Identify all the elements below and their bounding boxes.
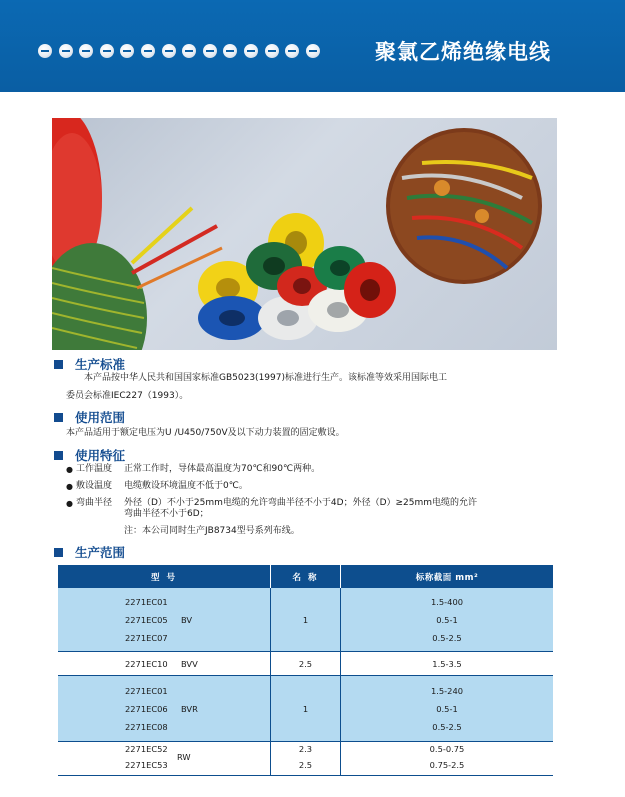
dot-icon	[203, 44, 217, 58]
model-code: 2271EC01	[125, 597, 168, 607]
section-value: 0.5-1	[436, 615, 458, 625]
square-bullet-icon	[54, 548, 63, 557]
feature-key: 工作温度	[76, 464, 113, 474]
model-code: 2271EC53	[125, 760, 168, 770]
wire-coils-photo-icon	[52, 118, 557, 350]
name-value: 1	[302, 615, 309, 625]
dot-icon	[59, 44, 73, 58]
model-type: BVV	[181, 659, 198, 669]
model-code: 2271EC07	[125, 633, 168, 643]
model-code: 2271EC10	[125, 659, 168, 669]
name-value: 2.5	[298, 760, 313, 770]
dot-icon	[120, 44, 134, 58]
table-row	[58, 588, 553, 652]
name-value: 1	[302, 704, 309, 714]
table-row	[58, 652, 553, 676]
section-value: 0.5-0.75	[429, 744, 465, 754]
dot-icon	[244, 44, 258, 58]
dot-icon	[223, 44, 237, 58]
feature-value: 正常工作时，导体最高温度为70℃和90℃两种。	[124, 464, 321, 474]
dot-icon	[285, 44, 299, 58]
header-model: 型 号	[58, 565, 271, 588]
dot-icon	[265, 44, 279, 58]
section-value: 0.5-2.5	[432, 633, 462, 643]
square-bullet-icon	[54, 360, 63, 369]
section-value: 1.5-240	[430, 686, 464, 696]
feature-note: 注：本公司同时生产JB8734型号系列布线。	[124, 526, 300, 536]
page-title: 聚氯乙烯绝缘电线	[375, 40, 551, 64]
feature-key: 弯曲半径	[76, 498, 113, 508]
section-heading-range	[52, 543, 125, 561]
section-value: 0.5-1	[436, 704, 458, 714]
standard-line-2: 委员会标准IEC227（1993）。	[66, 391, 189, 401]
square-bullet-icon	[54, 451, 63, 460]
table-header-row	[58, 565, 553, 588]
name-value: 2.3	[298, 744, 313, 754]
section-value: 0.75-2.5	[429, 760, 465, 770]
header-section: 标称截面 mm²	[415, 572, 479, 583]
model-code: 2271EC52	[125, 744, 168, 754]
model-type: RW	[177, 752, 191, 762]
table-row	[58, 742, 553, 776]
feature-key: 敷设温度	[76, 481, 113, 491]
dot-icon	[141, 44, 155, 58]
feature-value: 外径（D）不小于25mm电缆的允许弯曲半径不小于4D；外径（D）≥25mm电缆的允许	[124, 498, 478, 508]
product-table	[58, 565, 553, 776]
dot-icon	[100, 44, 114, 58]
feature-value: 电缆敷设环境温度不低于0℃。	[124, 481, 248, 491]
dot-icon	[182, 44, 196, 58]
section-value: 1.5-400	[430, 597, 464, 607]
dot-icon	[79, 44, 93, 58]
usage-line-1: 本产品适用于额定电压为U /U450/750V及以下动力装置的固定敷设。	[66, 428, 345, 438]
table-row	[58, 676, 553, 742]
section-heading-text: 生产范围	[75, 545, 126, 560]
model-code: 2271EC06	[125, 704, 168, 714]
product-photo	[52, 118, 557, 350]
feature-item	[66, 478, 248, 495]
dot-icon	[38, 44, 52, 58]
dot-bullet-icon: ●	[66, 482, 73, 491]
dot-bullet-icon: ●	[66, 499, 73, 508]
model-type: BVR	[181, 704, 198, 714]
standard-line-1: 本产品按中华人民共和国国家标准GB5023(1997)标准进行生产。该标准等效采用国际电工	[84, 373, 447, 383]
header-name: 名 称	[271, 565, 341, 588]
section-value: 0.5-2.5	[432, 722, 462, 732]
dot-icon	[162, 44, 176, 58]
model-code: 2271EC05	[125, 615, 168, 625]
section-value: 1.5-3.5	[432, 659, 462, 669]
dot-icon	[306, 44, 320, 58]
model-type: BV	[181, 615, 193, 625]
section-heading-text: 生产标准	[75, 357, 126, 372]
square-bullet-icon	[54, 413, 63, 422]
header-banner	[0, 0, 625, 92]
dot-bullet-icon: ●	[66, 465, 73, 474]
decorative-dots	[38, 44, 320, 58]
model-code: 2271EC08	[125, 722, 168, 732]
feature-item	[66, 461, 320, 478]
section-heading-text: 使用范围	[75, 410, 126, 425]
model-code: 2271EC01	[125, 686, 168, 696]
name-value: 2.5	[298, 659, 313, 669]
section-heading-text: 使用特征	[75, 448, 126, 463]
feature-continuation: 弯曲半径不小于6D；	[124, 509, 209, 519]
